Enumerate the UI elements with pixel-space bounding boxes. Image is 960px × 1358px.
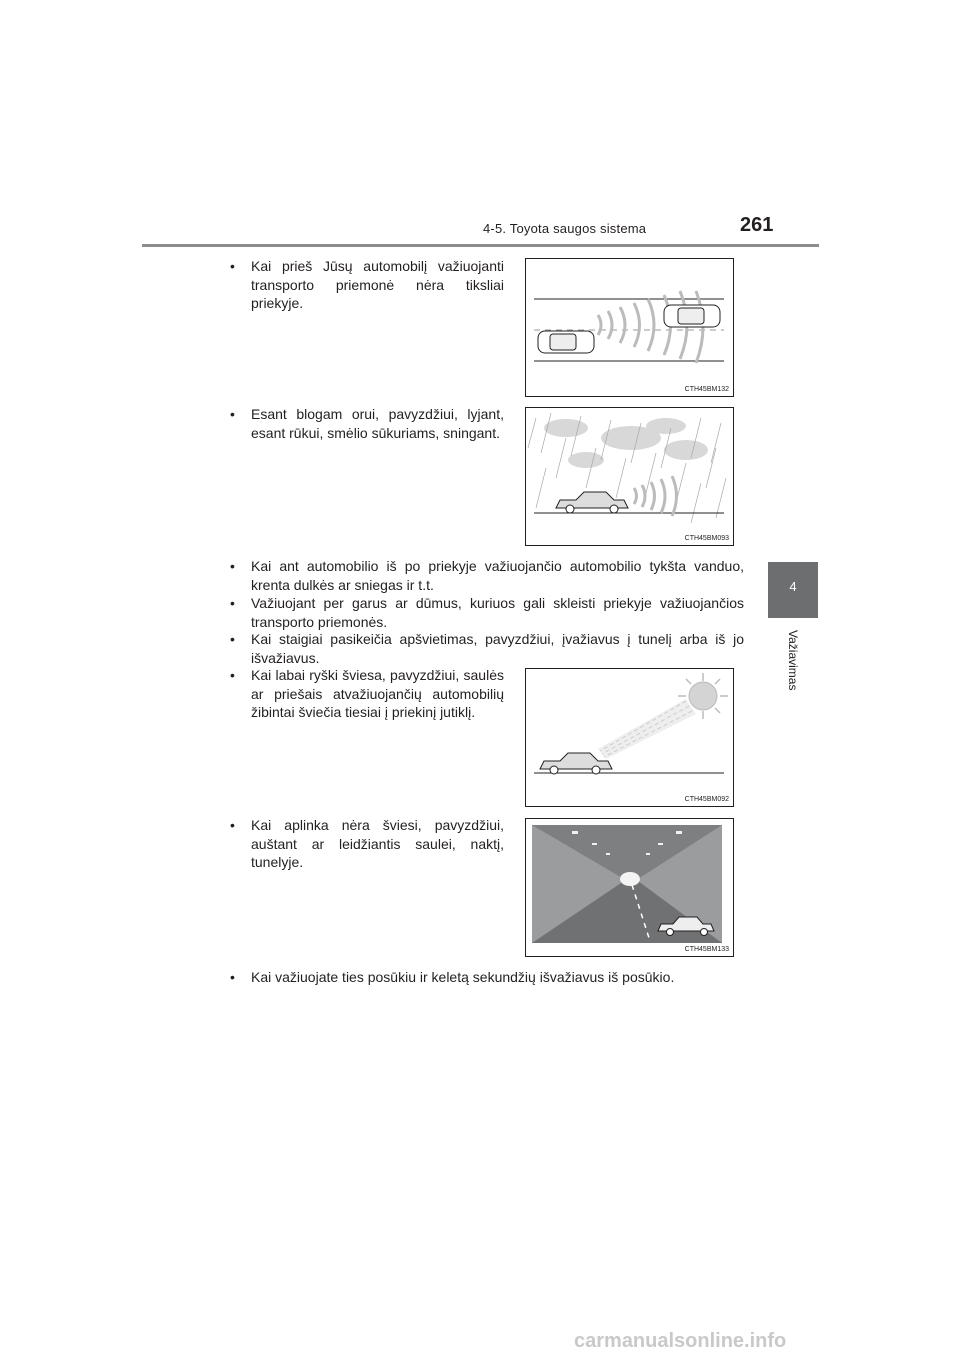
figure-tunnel [525,818,734,957]
bullet-dot: • [230,406,235,422]
bullet-dot: • [230,817,235,833]
list-item-text: Kai važiuojate ties posūkiu ir keletą sekundžių išvažiavus iš posūkio. [251,969,675,985]
bullet-dot: • [230,558,235,574]
bullet-dot: • [230,258,235,274]
chapter-label-container [786,630,802,710]
chapter-label: Važiavimas [786,630,800,691]
bullet-dot: • [230,631,235,647]
figure-code: CTH45BM133 [684,946,729,953]
offset-vehicle-illustration [526,259,733,396]
list-item-text: Kai prieš Jūsų automobilį važiuojanti transporto priemonė nėra tiksliai priekyje. [251,258,504,311]
chapter-number: 4 [789,579,797,594]
list-item-text: Kai labai ryški šviesa, pavyzdžiui, saulės ar priešais atvažiuojančių automobilių žibintai šviečia tiesiai į priekinį jutiklį. [251,667,504,720]
bullet-dot: • [230,667,235,683]
list-item-text: Kai staigiai pasikeičia apšvietimas, pavyzdžiui, įvažiavus į tunelį arba iš jo išvažiavus. [251,631,744,666]
list-item [230,257,504,313]
figure-bad-weather [525,407,734,546]
list-item-text: Esant blogam orui, pavyzdžiui, lyjant, esant rūkui, smėlio sūkuriams, sningant. [251,406,504,441]
list-item [230,630,744,667]
list-item [230,405,504,442]
watermark: carmanualsonline.info [574,1330,787,1352]
list-item [230,557,744,594]
list-item [230,816,504,872]
figure-bright-light [525,668,734,807]
bright-light-illustration [526,669,733,806]
figure-code: CTH45BM092 [684,796,729,803]
page-number: 261 [740,214,774,236]
header-divider [142,244,819,247]
tunnel-illustration [526,819,733,956]
list-item-text: Važiuojant per garus ar dūmus, kuriuos gali skleisti priekyje važiuojančios transporto priemonės. [251,595,744,630]
list-item [230,666,504,722]
figure-code: CTH45BM093 [684,535,729,542]
list-item [230,594,744,631]
section-title: 4-5. Toyota saugos sistema [483,221,647,236]
figure-code: CTH45BM132 [684,386,729,393]
list-item-text: Kai ant automobilio iš po priekyje važiuojančio automobilio tykšta vanduo, krenta dulkės ar sniegas ir t.t. [251,558,744,593]
bullet-dot: • [230,595,235,611]
list-item [230,968,744,987]
bullet-dot: • [230,969,235,985]
figure-offset-vehicle [525,258,734,397]
chapter-tab [768,562,818,618]
bad-weather-illustration [526,408,733,545]
list-item-text: Kai aplinka nėra šviesi, pavyzdžiui, auštant ar leidžiantis saulei, naktį, tunelyje. [251,817,504,870]
